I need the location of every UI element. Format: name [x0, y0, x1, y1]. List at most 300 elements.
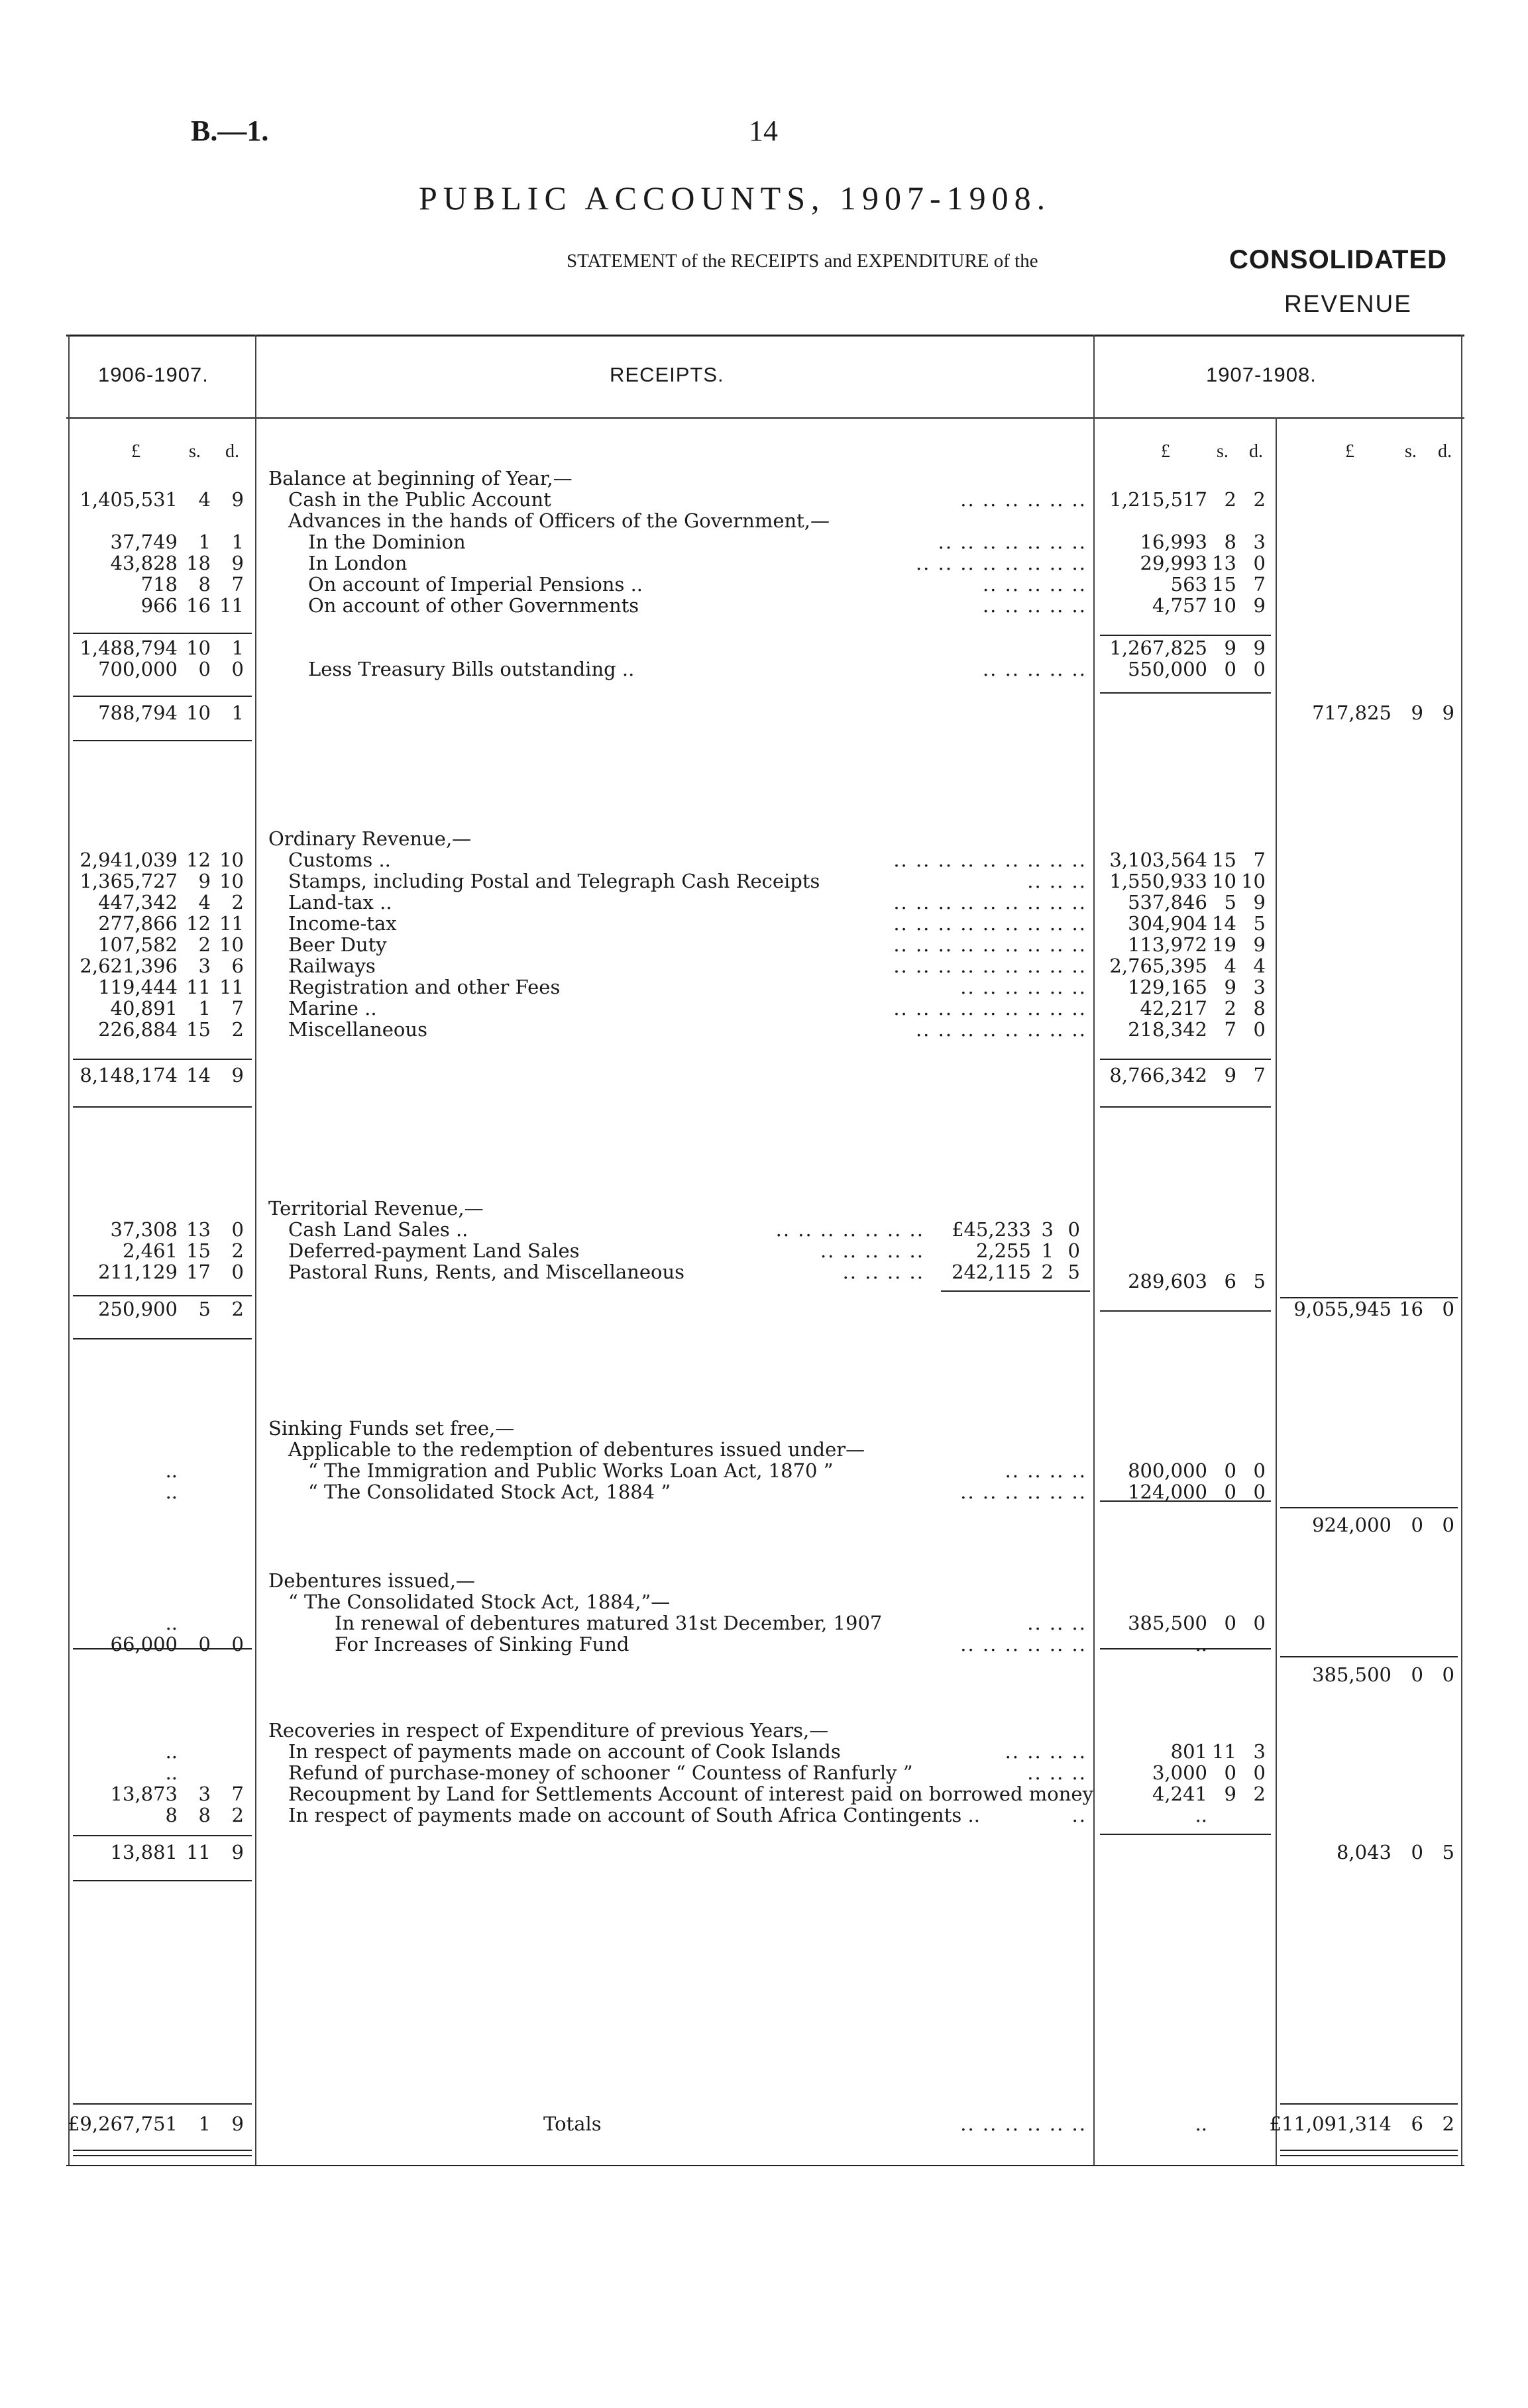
- cur-shillings: 7: [1224, 1018, 1236, 1041]
- leader-dots: .. .. .. .. .. .. .. .. ..: [893, 955, 1087, 977]
- cur-shillings: 2: [1224, 488, 1236, 511]
- prev-pounds: 2,941,039: [80, 849, 178, 871]
- statement-heading-cont: REVENUE: [1284, 290, 1412, 317]
- row-label: For Increases of Sinking Fund: [335, 1633, 629, 1655]
- row-label: Deferred-payment Land Sales: [288, 1239, 580, 1262]
- cur-pence: 9: [1253, 933, 1266, 956]
- cur-pence: 2: [1253, 1783, 1266, 1805]
- inner-pence: 0: [1067, 1218, 1080, 1241]
- row-label: Refund of purchase-money of schooner “ Countess of Ranfurly ”: [288, 1761, 913, 1784]
- cur-pounds: 563: [1170, 573, 1207, 596]
- cur-pence: 7: [1253, 573, 1266, 596]
- row-label: Advances in the hands of Officers of the Government,—: [288, 509, 830, 532]
- prev-pounds: 107,582: [98, 933, 178, 956]
- prev-shillings: 15: [186, 1239, 211, 1262]
- cur-pence: 7: [1253, 849, 1266, 871]
- prev-pence: 2: [231, 891, 244, 914]
- cur-shillings: 10: [1212, 594, 1236, 617]
- inner-shillings: 2: [1041, 1261, 1054, 1283]
- rule-prev-recoveries-under: [73, 1880, 252, 1881]
- table-row-imperial-pensions: [0, 574, 1528, 595]
- table-row-stock-act: [0, 1481, 1528, 1502]
- table-row-cook-islands: [0, 1741, 1528, 1762]
- rule-total-grand-under2: [1280, 2155, 1458, 2156]
- prev-shillings: 1: [198, 531, 211, 553]
- total-pounds: 9,055,945: [1293, 1298, 1392, 1320]
- rule-cur-ordinary-under: [1100, 1106, 1271, 1108]
- table-row-ordinary-head: [0, 828, 1528, 849]
- prev-pence: 1: [231, 637, 244, 659]
- row-label: Sinking Funds set free,—: [268, 1417, 515, 1440]
- cur-pence: 2: [1253, 488, 1266, 511]
- prev-pounds: 8,148,174: [80, 1064, 178, 1086]
- table-row-immigration-act: [0, 1460, 1528, 1481]
- cur-pounds: 385,500: [1128, 1612, 1207, 1634]
- cur-pounds: 1,267,825: [1109, 637, 1207, 659]
- leader-dots: .. .. .. .. .. ..: [960, 488, 1087, 511]
- cur-pence: 0: [1253, 1612, 1266, 1634]
- row-label: Cash in the Public Account: [288, 488, 551, 511]
- cur-pence: 9: [1253, 594, 1266, 617]
- total-shillings: 0: [1411, 1841, 1423, 1863]
- table-row-debentures-total: [0, 1664, 1528, 1685]
- rule-prev-grand-under2: [73, 2155, 252, 2156]
- inner-pounds: 2,255: [975, 1239, 1031, 1262]
- table-row-territorial-total: [0, 1271, 1528, 1292]
- prev-shillings: 8: [198, 1804, 211, 1826]
- cur-pounds: 42,217: [1140, 997, 1207, 1020]
- row-label: Recoupment by Land for Settlements Account of interest paid on borrowed money: [288, 1783, 1093, 1805]
- cur-shillings: 14: [1212, 912, 1236, 935]
- table-row-territorial-head: [0, 1198, 1528, 1219]
- leader-dots: .. .. ..: [1027, 870, 1087, 892]
- leader-dots: .. .. .. .. .. .. .. ..: [915, 1018, 1087, 1041]
- prev-pounds: 13,881: [110, 1841, 178, 1863]
- statement-heading: STATEMENT of the RECEIPTS and EXPENDITURE of the: [567, 250, 1038, 272]
- inner-pence: 0: [1067, 1239, 1080, 1262]
- table-bottom-rule: [66, 2165, 1464, 2166]
- prev-pounds: 37,308: [110, 1218, 178, 1241]
- table-row-net-balance: [0, 702, 1528, 723]
- prev-pounds: 66,000: [110, 1633, 178, 1655]
- cur-pounds: ..: [1195, 1633, 1207, 1655]
- prev-pence: 10: [219, 933, 244, 956]
- prev-pounds: 13,873: [110, 1783, 178, 1805]
- cur-pounds: ..: [1195, 2113, 1207, 2135]
- prev-pounds: ..: [165, 1481, 178, 1503]
- rule-prev-grand-under1: [73, 2150, 252, 2151]
- total-shillings: 9: [1411, 702, 1423, 724]
- prev-shillings: 4: [198, 891, 211, 914]
- row-label: In London: [308, 552, 408, 574]
- prev-shillings: 2: [198, 933, 211, 956]
- cur-shillings: 0: [1224, 1612, 1236, 1634]
- row-label: In respect of payments made on account of South Africa Contingents ..: [288, 1804, 980, 1826]
- prev-pence: 0: [231, 1218, 244, 1241]
- prev-pounds: 119,444: [98, 976, 178, 998]
- unit-pence-cur: d.: [1249, 441, 1263, 462]
- prev-pounds: 966: [140, 594, 178, 617]
- leader-dots: .. .. .. .. ..: [982, 594, 1087, 617]
- col-header-receipts: RECEIPTS.: [610, 363, 724, 386]
- rule-cur-recoveries: [1100, 1834, 1271, 1835]
- row-label: Beer Duty: [288, 933, 387, 956]
- cur-pounds: 537,846: [1128, 891, 1207, 914]
- prev-pounds: 277,866: [98, 912, 178, 935]
- total-pounds: 924,000: [1312, 1514, 1392, 1536]
- cur-pounds: 289,603: [1128, 1270, 1207, 1292]
- cur-shillings: 4: [1224, 955, 1236, 977]
- table-row-railways: [0, 955, 1528, 976]
- prev-pounds: 2,461: [122, 1239, 178, 1262]
- cur-pounds: 3,000: [1152, 1761, 1207, 1784]
- leader-dots: .. .. .. .. .. .. .. .. ..: [893, 891, 1087, 914]
- table-row-ranfurly: [0, 1762, 1528, 1783]
- leader-dots: .. .. .. .. .. .. .. .. ..: [893, 933, 1087, 956]
- table-row-dominion: [0, 531, 1528, 552]
- prev-pence: 10: [219, 849, 244, 871]
- prev-shillings: 10: [186, 637, 211, 659]
- cur-pounds: 304,904: [1128, 912, 1207, 935]
- prev-pence: 0: [231, 1633, 244, 1655]
- table-row-south-africa: [0, 1805, 1528, 1826]
- prev-shillings: 1: [198, 2113, 211, 2135]
- table-row-debentures-head: [0, 1570, 1528, 1591]
- prev-shillings: 13: [186, 1218, 211, 1241]
- prev-shillings: 18: [186, 552, 211, 574]
- table-row-beer-duty: [0, 934, 1528, 955]
- cur-shillings: 9: [1224, 976, 1236, 998]
- unit-shilling-prev: s.: [189, 441, 201, 462]
- unit-pence-total: d.: [1438, 441, 1452, 462]
- prev-pence: 2: [231, 1018, 244, 1041]
- rule-prev-territorial-under: [73, 1338, 252, 1339]
- prev-pence: 9: [231, 2113, 244, 2135]
- row-label: Customs ..: [288, 849, 391, 871]
- prev-pence: 9: [231, 552, 244, 574]
- prev-pounds: 40,891: [110, 997, 178, 1020]
- leader-dots: .. .. ..: [1027, 1761, 1087, 1784]
- cur-shillings: 8: [1224, 531, 1236, 553]
- prev-pence: 2: [231, 1239, 244, 1262]
- row-label: Cash Land Sales ..: [288, 1218, 468, 1241]
- table-row-deferred-land: [0, 1240, 1528, 1261]
- prev-shillings: 12: [186, 912, 211, 935]
- prev-pence: 11: [219, 594, 244, 617]
- unit-pound-cur: £: [1161, 441, 1170, 462]
- cur-pounds: 4,757: [1152, 594, 1207, 617]
- table-row-cash-public: [0, 489, 1528, 510]
- leader-dots: .. .. .. ..: [1005, 1459, 1087, 1482]
- prev-shillings: 4: [198, 488, 211, 511]
- prev-pounds: 1,488,794: [80, 637, 178, 659]
- leader-dots: .. .. .. .. .. .. .. .. ..: [893, 849, 1087, 871]
- row-label: Pastoral Runs, Rents, and Miscellaneous: [288, 1261, 684, 1283]
- cur-pence: 3: [1253, 531, 1266, 553]
- total-pence: 0: [1442, 1298, 1454, 1320]
- cur-shillings: 6: [1224, 1270, 1236, 1292]
- table-row-land-tax: [0, 892, 1528, 913]
- table-row-stamps: [0, 870, 1528, 892]
- leader-dots: .. .. .. .. ..: [982, 573, 1087, 596]
- rule-total-grand: [1280, 2103, 1458, 2105]
- table-row-balance-head: [0, 468, 1528, 489]
- leader-dots: .. .. .. .. .. .. ..: [938, 531, 1087, 553]
- table-row-territorial-prev-total: [0, 1298, 1528, 1320]
- cur-shillings: 15: [1212, 849, 1236, 871]
- cur-pence: 0: [1253, 1459, 1266, 1482]
- prev-pounds: 2,621,396: [80, 955, 178, 977]
- prev-pounds: £9,267,751: [67, 2113, 178, 2135]
- cur-shillings: 9: [1224, 1783, 1236, 1805]
- prev-pounds: 447,342: [98, 891, 178, 914]
- table-row-ordinary-total: [0, 1065, 1528, 1086]
- row-label: Marine ..: [288, 997, 377, 1020]
- row-label: “ The Immigration and Public Works Loan Act, 1870 ”: [308, 1459, 834, 1482]
- unit-shilling-cur: s.: [1217, 441, 1228, 462]
- table-row-sinking-head: [0, 1418, 1528, 1439]
- row-label: Totals: [543, 2113, 602, 2135]
- prev-pence: 10: [219, 870, 244, 892]
- row-label: Registration and other Fees: [288, 976, 561, 998]
- table-row-cash-land: [0, 1219, 1528, 1240]
- table-row-income-tax: [0, 913, 1528, 934]
- table-row-misc: [0, 1019, 1528, 1040]
- table-row-sinking-total: [0, 1514, 1528, 1536]
- total-pence: 5: [1442, 1841, 1454, 1863]
- prev-pounds: 700,000: [98, 658, 178, 680]
- inner-shillings: 3: [1041, 1218, 1054, 1241]
- prev-pounds: 788,794: [98, 702, 178, 724]
- rule-prev-sub1: [73, 633, 252, 634]
- table-row-sinking-sub: [0, 1439, 1528, 1460]
- rule-cur-net: [1100, 692, 1271, 694]
- table-row-london: [0, 552, 1528, 574]
- cur-pence: 7: [1253, 1064, 1266, 1086]
- prev-pence: 2: [231, 1804, 244, 1826]
- rule-prev-recoveries: [73, 1835, 252, 1836]
- total-shillings: 0: [1411, 1663, 1423, 1686]
- prev-pence: 9: [231, 1064, 244, 1086]
- cur-pounds: 124,000: [1128, 1481, 1207, 1503]
- prev-pence: 0: [231, 658, 244, 680]
- prev-shillings: 16: [186, 594, 211, 617]
- unit-pence-prev: d.: [225, 441, 239, 462]
- row-label: Railways: [288, 955, 376, 977]
- statement-heading-bold: CONSOLIDATED: [1229, 245, 1448, 274]
- rule-prev-net: [73, 696, 252, 697]
- cur-pence: 9: [1253, 891, 1266, 914]
- row-label: In respect of payments made on account of Cook Islands: [288, 1740, 841, 1763]
- cur-pence: 3: [1253, 1740, 1266, 1763]
- row-label: Territorial Revenue,—: [268, 1197, 484, 1220]
- leader-dots: .. .. .. .. .. ..: [960, 1481, 1087, 1503]
- row-label: Income-tax: [288, 912, 397, 935]
- cur-shillings: 0: [1224, 1481, 1236, 1503]
- total-shillings: 16: [1399, 1298, 1423, 1320]
- total-pence: 2: [1442, 2113, 1454, 2135]
- total-shillings: 6: [1411, 2113, 1423, 2135]
- table-top-rule: [66, 335, 1464, 337]
- prev-shillings: 3: [198, 955, 211, 977]
- cur-pence: 9: [1253, 637, 1266, 659]
- page-label: B.—1.: [191, 115, 269, 147]
- leader-dots: .. .. .. .. .. ..: [960, 1633, 1087, 1655]
- row-label: Balance at beginning of Year,—: [268, 467, 573, 490]
- table-row-customs: [0, 849, 1528, 870]
- cur-shillings: 13: [1212, 552, 1236, 574]
- cur-pounds: 3,103,564: [1109, 849, 1207, 871]
- inner-pounds: £45,233: [952, 1218, 1031, 1241]
- prev-pence: 9: [231, 1841, 244, 1863]
- row-label: Miscellaneous: [288, 1018, 427, 1041]
- prev-pence: 7: [231, 1783, 244, 1805]
- table-row-registration: [0, 976, 1528, 998]
- table-row-recoveries-head: [0, 1720, 1528, 1741]
- prev-shillings: 14: [186, 1064, 211, 1086]
- prev-shillings: 10: [186, 702, 211, 724]
- prev-pounds: 211,129: [98, 1261, 178, 1283]
- prev-pounds: 250,900: [98, 1298, 178, 1320]
- page-number: 14: [749, 115, 778, 147]
- cur-pounds: 8,766,342: [1109, 1064, 1207, 1086]
- cur-shillings: 11: [1212, 1740, 1236, 1763]
- leader-dots: .. .. .. ..: [842, 1261, 924, 1283]
- table-row-marine: [0, 998, 1528, 1019]
- table-row-subtotal-balance: [0, 637, 1528, 658]
- cur-shillings: 10: [1212, 870, 1236, 892]
- cur-shillings: 0: [1224, 1761, 1236, 1784]
- leader-dots: .. .. .. .. ..: [820, 1239, 924, 1262]
- total-shillings: 0: [1411, 1514, 1423, 1536]
- row-label: On account of other Governments: [308, 594, 639, 617]
- cur-pence: 3: [1253, 976, 1266, 998]
- unit-pound-total: £: [1345, 441, 1354, 462]
- inner-pence: 5: [1067, 1261, 1080, 1283]
- prev-pence: 1: [231, 531, 244, 553]
- unit-shilling-total: s.: [1405, 441, 1417, 462]
- cur-pounds: 218,342: [1128, 1018, 1207, 1041]
- rule-total-sinking: [1280, 1507, 1458, 1508]
- cur-pounds: 550,000: [1128, 658, 1207, 680]
- prev-pounds: 8: [165, 1804, 178, 1826]
- table-row-recoveries-total: [0, 1842, 1528, 1863]
- leader-dots: .. .. .. .. .. .. ..: [775, 1218, 924, 1241]
- leader-dots: .. .. .. .. .. ..: [960, 976, 1087, 998]
- table-row-renewal: [0, 1612, 1528, 1634]
- leader-dots: .. .. .. ..: [1005, 1740, 1087, 1763]
- prev-pounds: ..: [165, 1740, 178, 1763]
- cur-pounds: 29,993: [1140, 552, 1207, 574]
- prev-pence: 11: [219, 912, 244, 935]
- prev-shillings: 5: [198, 1298, 211, 1320]
- prev-shillings: 17: [186, 1261, 211, 1283]
- prev-shillings: 8: [198, 573, 211, 596]
- total-pence: 9: [1442, 702, 1454, 724]
- cur-pounds: 16,993: [1140, 531, 1207, 553]
- total-pounds: 385,500: [1312, 1663, 1392, 1686]
- cur-shillings: 2: [1224, 997, 1236, 1020]
- total-pounds: 8,043: [1336, 1841, 1392, 1863]
- header-bottom-rule: [66, 417, 1464, 419]
- cur-pence: 0: [1253, 1018, 1266, 1041]
- cur-shillings: 0: [1224, 658, 1236, 680]
- row-label: Less Treasury Bills outstanding ..: [308, 658, 635, 680]
- row-label: Ordinary Revenue,—: [268, 827, 472, 850]
- table-row-deb-act: [0, 1591, 1528, 1612]
- leader-dots: ..: [1071, 1804, 1087, 1826]
- row-label: In the Dominion: [308, 531, 466, 553]
- prev-shillings: 1: [198, 997, 211, 1020]
- prev-pounds: 718: [140, 573, 178, 596]
- table-row-other-govts: [0, 595, 1528, 616]
- table-row-grand-total: [0, 2113, 1528, 2134]
- prev-pence: 0: [231, 1261, 244, 1283]
- cur-pounds: 1,215,517: [1109, 488, 1207, 511]
- row-label: On account of Imperial Pensions ..: [308, 573, 643, 596]
- page-title: PUBLIC ACCOUNTS, 1907-1908.: [419, 180, 1052, 217]
- cur-pence: 0: [1253, 658, 1266, 680]
- prev-shillings: 0: [198, 658, 211, 680]
- cur-shillings: 9: [1224, 637, 1236, 659]
- cur-pounds: 129,165: [1128, 976, 1207, 998]
- table-row-advances-head: [0, 510, 1528, 531]
- prev-pounds: 226,884: [98, 1018, 178, 1041]
- prev-pence: 7: [231, 573, 244, 596]
- cur-pence: 0: [1253, 1761, 1266, 1784]
- prev-pounds: 1,405,531: [80, 488, 178, 511]
- leader-dots: .. .. ..: [1027, 1612, 1087, 1634]
- row-label: In renewal of debentures matured 31st December, 1907: [335, 1612, 883, 1634]
- cur-shillings: 19: [1212, 933, 1236, 956]
- cur-shillings: 15: [1212, 573, 1236, 596]
- rule-total-debentures: [1280, 1656, 1458, 1657]
- total-pounds: 717,825: [1312, 702, 1392, 724]
- prev-pence: 2: [231, 1298, 244, 1320]
- cur-pounds: 113,972: [1128, 933, 1207, 956]
- prev-pence: 6: [231, 955, 244, 977]
- rule-prev-grand: [73, 2103, 252, 2105]
- row-label: Debentures issued,—: [268, 1569, 475, 1592]
- cur-pounds: ..: [1195, 1804, 1207, 1826]
- leader-dots: .. .. .. .. ..: [982, 658, 1087, 680]
- cur-shillings: 0: [1224, 1459, 1236, 1482]
- prev-pounds: ..: [165, 1612, 178, 1634]
- prev-shillings: 9: [198, 870, 211, 892]
- cur-shillings: 5: [1224, 891, 1236, 914]
- row-label: “ The Consolidated Stock Act, 1884,”—: [288, 1591, 671, 1613]
- cur-pence: 8: [1253, 997, 1266, 1020]
- prev-shillings: 0: [198, 1633, 211, 1655]
- cur-pence: 5: [1253, 912, 1266, 935]
- cur-pounds: 4,241: [1152, 1783, 1207, 1805]
- row-label: “ The Consolidated Stock Act, 1884 ”: [308, 1481, 671, 1503]
- row-label: Stamps, including Postal and Telegraph Cash Receipts: [288, 870, 820, 892]
- prev-shillings: 11: [186, 1841, 211, 1863]
- prev-shillings: 11: [186, 976, 211, 998]
- cur-pence: 0: [1253, 552, 1266, 574]
- inner-shillings: 1: [1041, 1239, 1054, 1262]
- col-rule-cur: [1276, 417, 1277, 2166]
- rule-cur-ordinary: [1100, 1059, 1271, 1060]
- unit-pound-prev: £: [131, 441, 140, 462]
- cur-pence: 10: [1241, 870, 1266, 892]
- rule-prev-ordinary: [73, 1059, 252, 1060]
- prev-pounds: ..: [165, 1459, 178, 1482]
- rule-prev-net-under: [73, 740, 252, 741]
- prev-pence: 7: [231, 997, 244, 1020]
- cur-pounds: 2,765,395: [1109, 955, 1207, 977]
